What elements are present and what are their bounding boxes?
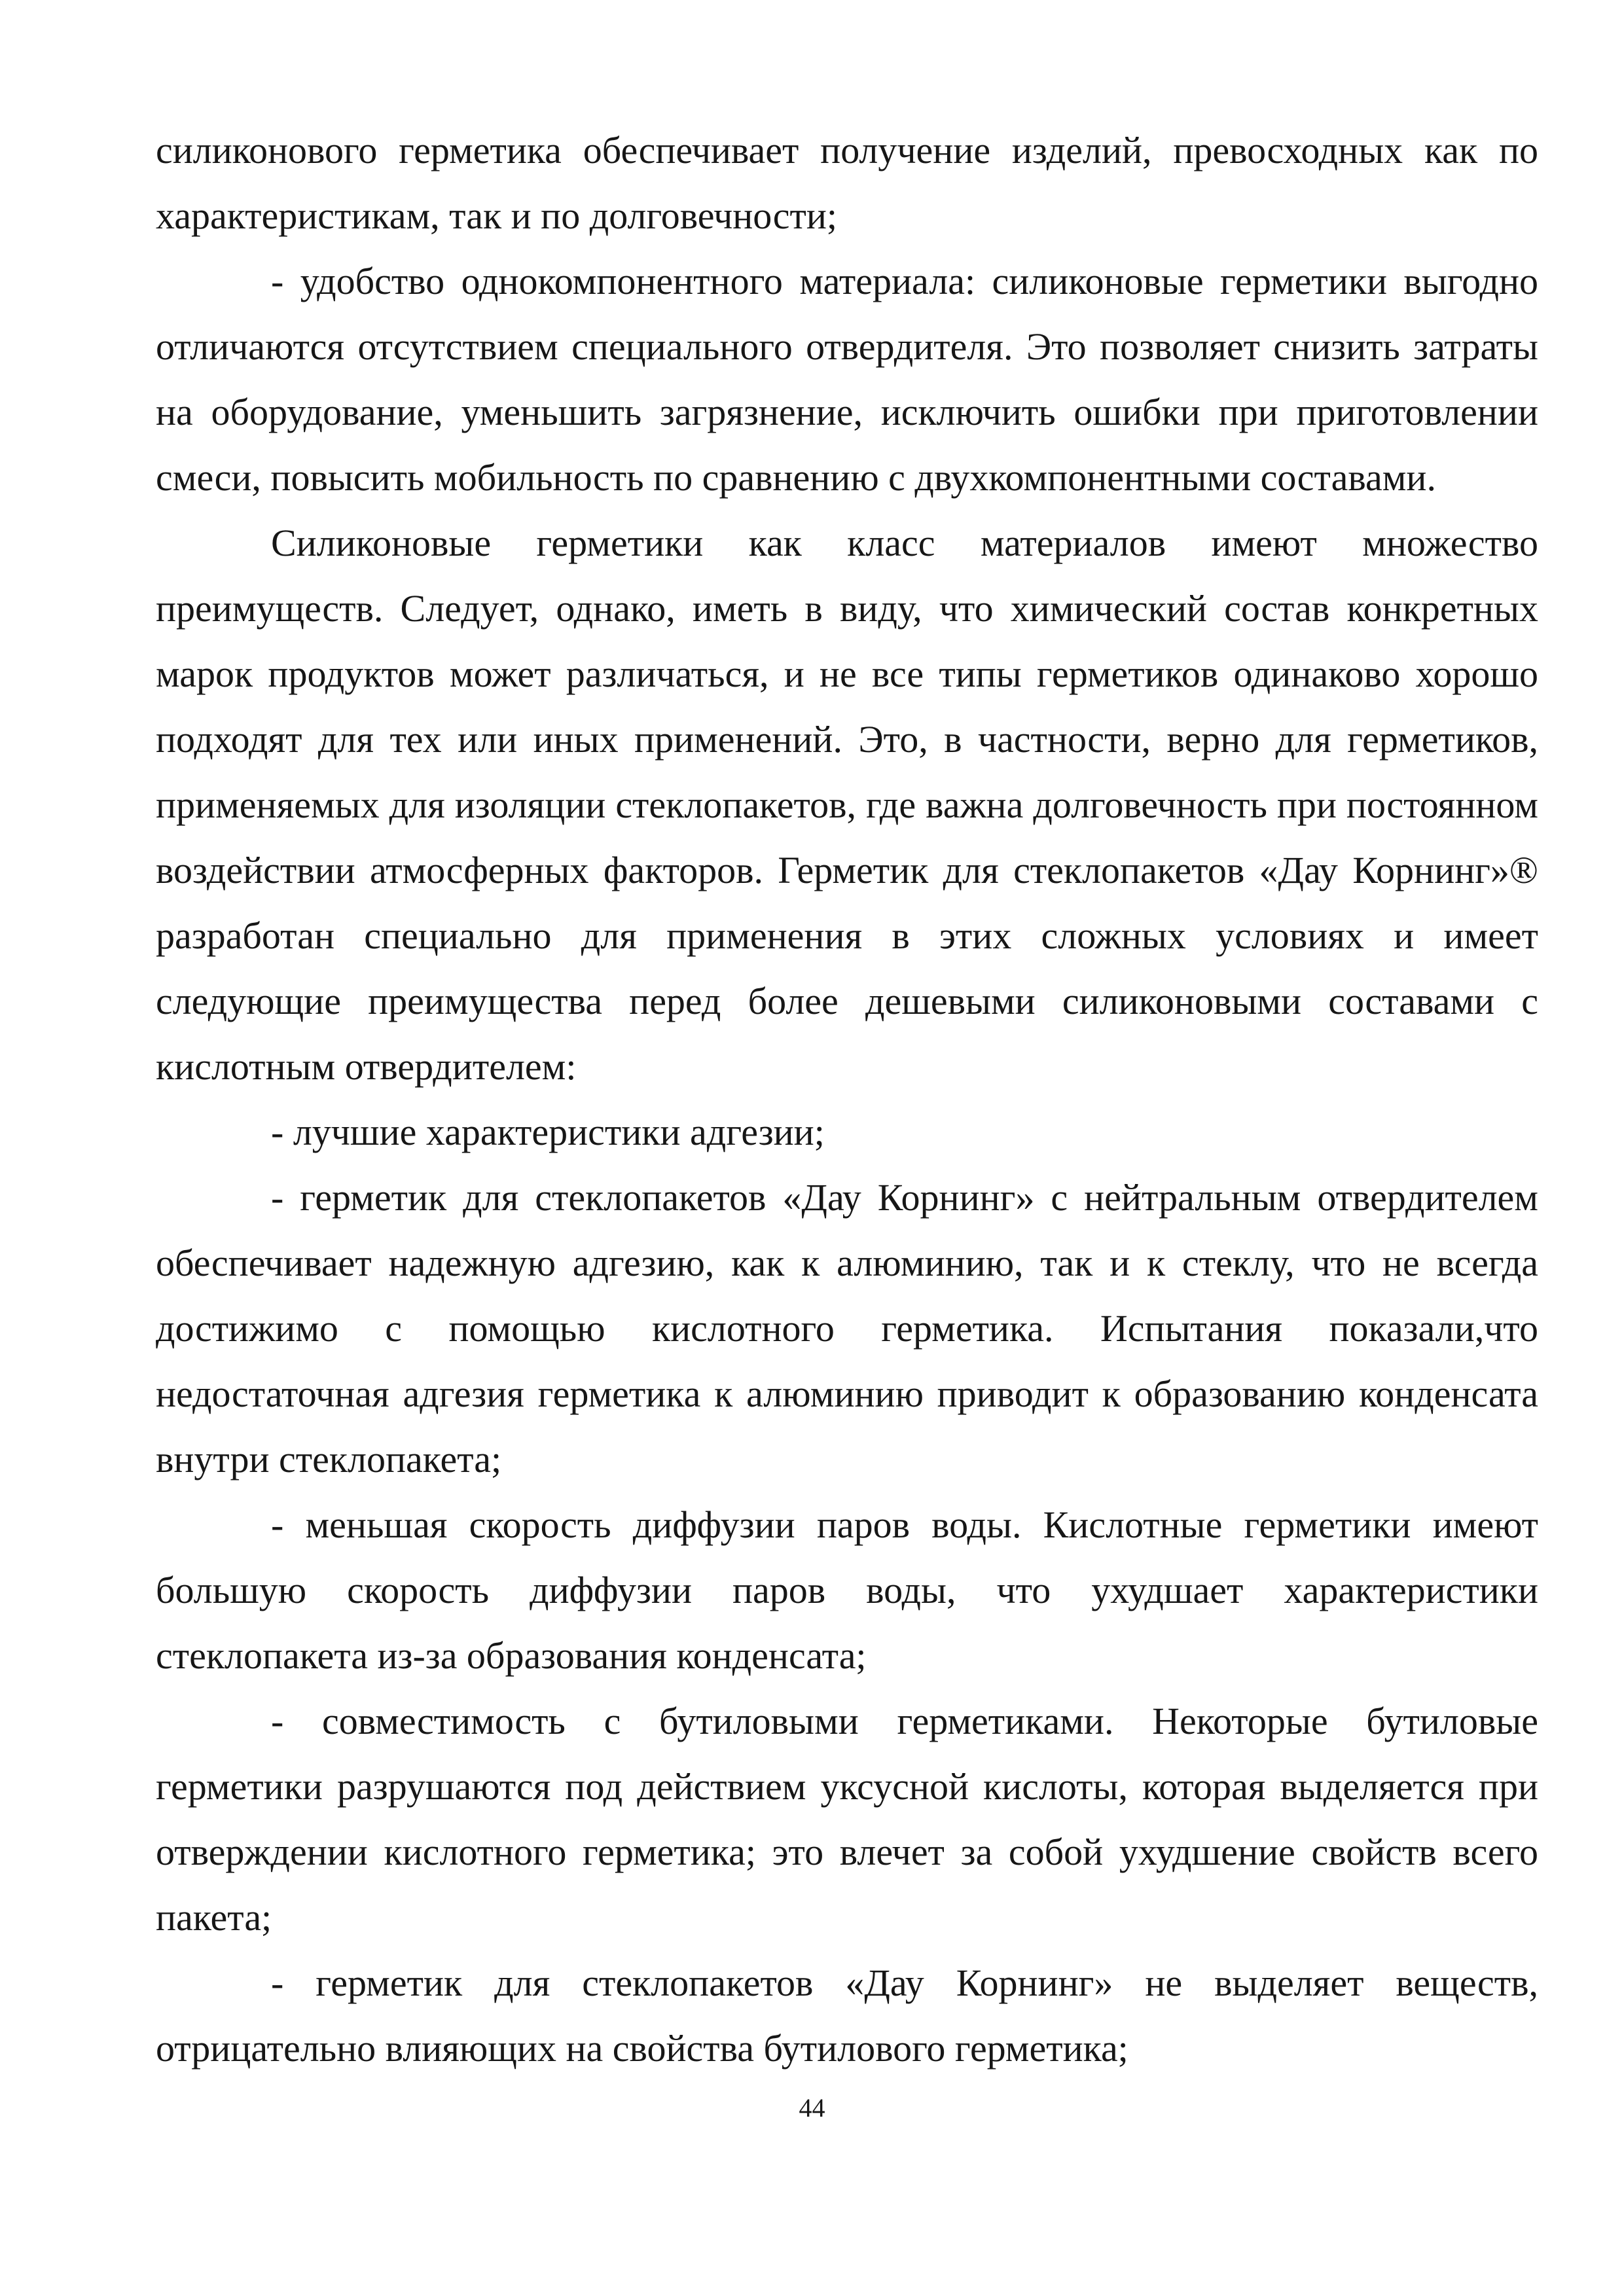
page-number: 44 bbox=[799, 2093, 825, 2123]
list-item-butyl-compatibility: - совместимость с бутиловыми герметиками. Некоторые бутиловые герметики разрушаются под действием уксусной кислоты, которая выделяется при отверждении кислотного герметика; это влечет за собой ухудшение свойств всего пакета; bbox=[156, 1700, 1538, 1939]
paragraph-single-component-benefit: - удобство однокомпонентного материала: силиконовые герметики выгодно отличаются отсутствием специального отвердителя. Это позволяет снизить затраты на оборудование, уменьшить загрязнение, исключить ошибки при приготовлении смеси, повысить мобильность по сравнению с двухкомпонентными составами. bbox=[156, 260, 1538, 499]
body-text bbox=[156, 118, 1538, 2081]
list-item-neutral-curing: - герметик для стеклопакетов «Дау Корнинг» с нейтральным отвердителем обеспечивает надежную адгезию, как к алюминию, так и к стеклу, что не всегда достижимо с помощью кислотного герметика. Испытания показали,что недостаточная адгезия герметика к алюминию приводит к образованию конденсата внутри стеклопакета; bbox=[156, 1176, 1538, 1480]
list-item-no-harmful-emission: - герметик для стеклопакетов «Дау Корнинг» не выделяет веществ, отрицательно влияющих на свойства бутилового герметика; bbox=[156, 1962, 1538, 2070]
list-item-adhesion: - лучшие характеристики адгезии; bbox=[271, 1111, 825, 1153]
paragraph-silicone-advantages: Силиконовые герметики как класс материалов имеют множество преимуществ. Следует, однако, иметь в виду, что химический состав конкретных марок продуктов может различаться, и не все типы герметиков одинаково хорошо подходят для тех или иных применений. Это, в частности, верно для герметиков, применяемых для изоляции стеклопакетов, где важна долговечность при постоянном воздействии атмосферных факторов. Герметик для стеклопакетов «Дау Корнинг»® разработан специально для применения в этих сложных условиях и имеет следующие преимущества перед более дешевыми силиконовыми составами с кислотным отвердителем: bbox=[156, 522, 1538, 1088]
list-item-vapor-diffusion: - меньшая скорость диффузии паров воды. Кислотные герметики имеют большую скорость диффузии паров воды, что ухудшает характеристики стеклопакета из-за образования конденсата; bbox=[156, 1503, 1538, 1677]
paragraph-continuation: силиконового герметика обеспечивает получение изделий, превосходных как по характеристикам, так и по долговечности; bbox=[156, 129, 1538, 237]
